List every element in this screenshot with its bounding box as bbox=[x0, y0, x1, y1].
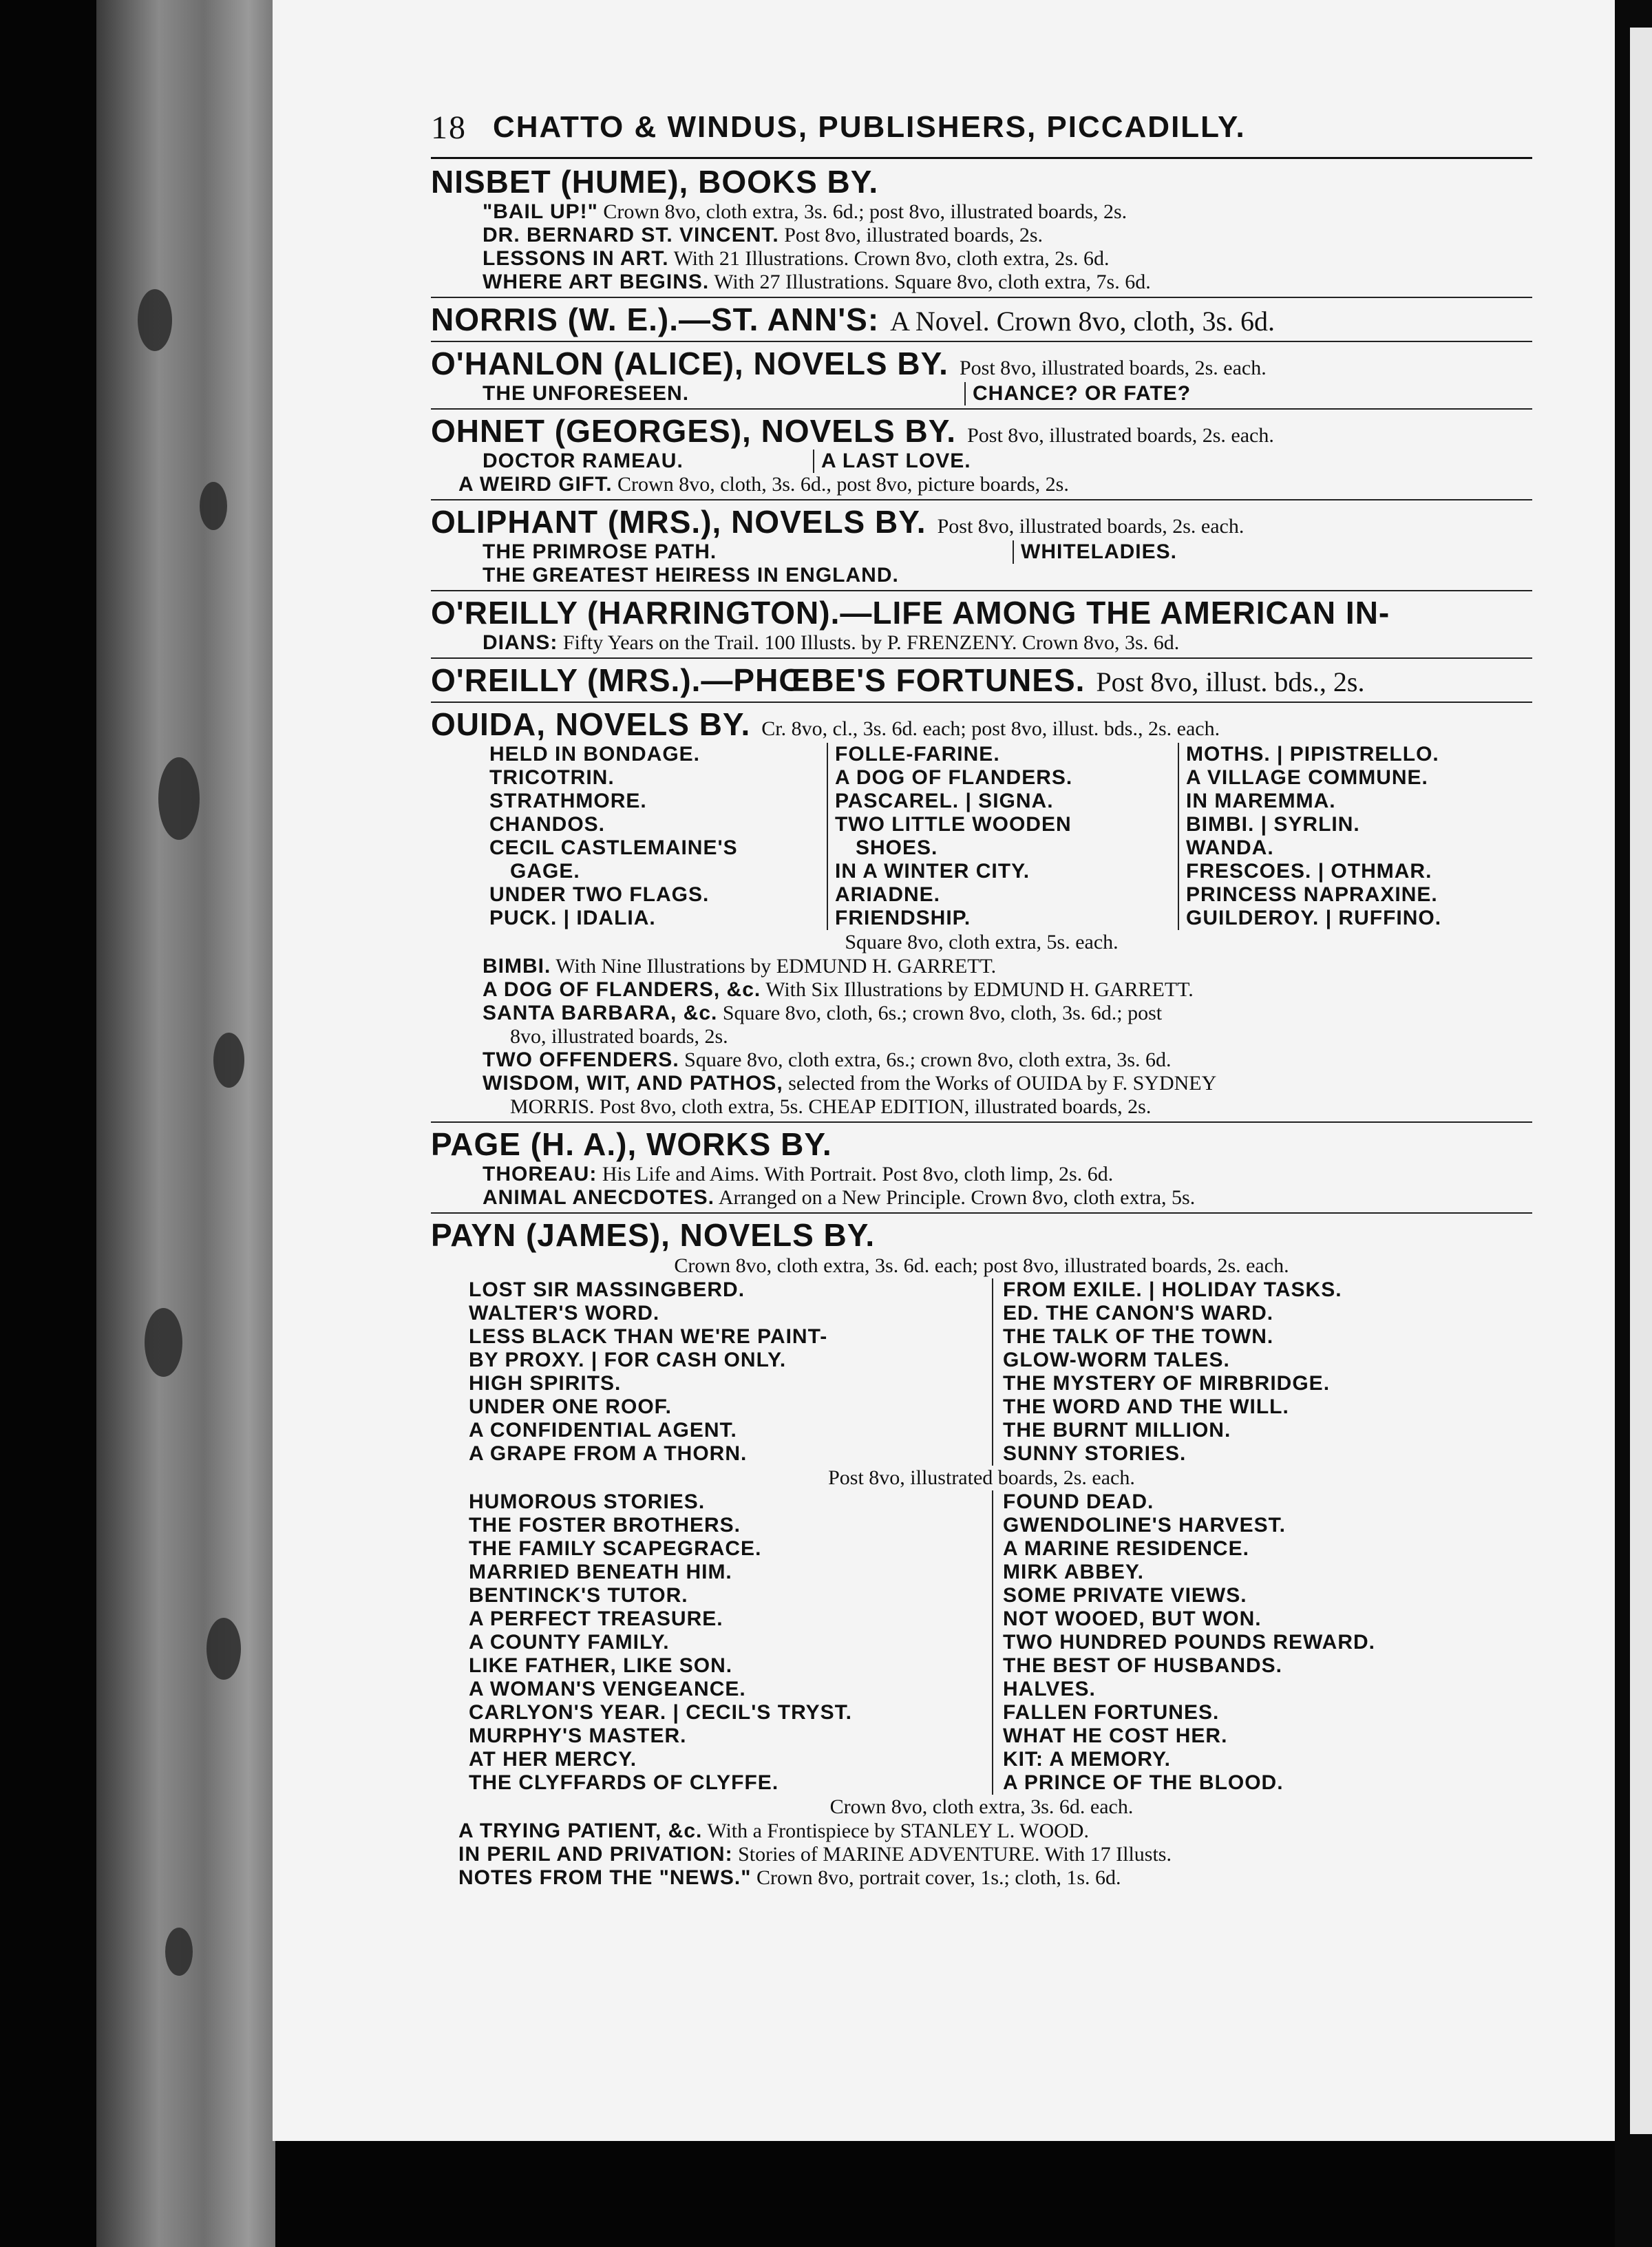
book-title: TWO OFFENDERS. bbox=[483, 1048, 679, 1071]
book-title: THE MYSTERY OF MIRBRIDGE. bbox=[1003, 1372, 1331, 1395]
book-title: FRESCOES. | OTHMAR. bbox=[1186, 860, 1432, 883]
book-title: MARRIED BENEATH HIM. bbox=[469, 1561, 732, 1583]
entry-nisbet bbox=[431, 163, 1532, 294]
book-detail: With 21 Illustrations. Crown 8vo, cloth extra, 2s. 6d. bbox=[673, 247, 1110, 270]
book-title: A PRINCE OF THE BLOOD. bbox=[1003, 1771, 1284, 1794]
book-detail: selected from the Works of OUIDA by F. SYDNEY bbox=[788, 1072, 1217, 1095]
book-title: TWO LITTLE WOODEN bbox=[835, 813, 1072, 836]
book-title: BENTINCK'S TUTOR. bbox=[469, 1584, 688, 1607]
book-title: FOLLE-FARINE. bbox=[835, 743, 1000, 766]
book-title: GAGE. bbox=[510, 860, 580, 883]
book-title: PASCAREL. | SIGNA. bbox=[835, 790, 1054, 812]
column-left bbox=[469, 1278, 992, 1466]
title-columns-a bbox=[469, 1278, 1532, 1466]
book-detail: Crown 8vo, portrait cover, 1s.; cloth, 1s. 6d. bbox=[756, 1866, 1121, 1889]
book-title: THE PRIMROSE PATH. bbox=[483, 540, 717, 563]
book-title: THE CLYFFARDS OF CLYFFE. bbox=[469, 1771, 779, 1794]
book-title: HUMOROUS STORIES. bbox=[469, 1490, 706, 1513]
book-title: CARLYON'S YEAR. | CECIL'S TRYST. bbox=[469, 1701, 852, 1724]
book-detail: Post 8vo, illustrated boards, 2s. each. bbox=[937, 515, 1245, 538]
page-number: 18 bbox=[431, 109, 467, 146]
book-title: THE GREATEST HEIRESS IN ENGLAND. bbox=[483, 564, 899, 587]
book-title: IN MAREMMA. bbox=[1186, 790, 1336, 812]
running-title: CHATTO & WINDUS, PUBLISHERS, PICCADILLY. bbox=[493, 110, 1246, 144]
book-title: THE FOSTER BROTHERS. bbox=[469, 1514, 741, 1537]
book-title: LIKE FATHER, LIKE SON. bbox=[469, 1654, 733, 1677]
book-title: LESS BLACK THAN WE'RE PAINT- bbox=[469, 1325, 828, 1348]
author-heading: NORRIS (W. E.).—ST. ANN'S: bbox=[431, 302, 880, 337]
column-right bbox=[992, 1490, 1536, 1795]
book-title: THE TALK OF THE TOWN. bbox=[1003, 1325, 1274, 1348]
author-heading: NISBET (HUME), BOOKS BY. bbox=[431, 164, 879, 200]
entry-page bbox=[431, 1126, 1532, 1210]
book-title: BY PROXY. | FOR CASH ONLY. bbox=[469, 1349, 787, 1371]
entry-ouida bbox=[431, 706, 1532, 1119]
book-title: HALVES. bbox=[1003, 1678, 1096, 1700]
author-heading: O'REILLY (MRS.).—PHŒBE'S FORTUNES. bbox=[431, 662, 1086, 698]
book-title: A DOG OF FLANDERS, &c. bbox=[483, 978, 761, 1001]
book-detail: Square 8vo, cloth extra, 6s.; crown 8vo, cloth extra, 3s. 6d. bbox=[684, 1048, 1172, 1071]
book-detail: With 27 Illustrations. Square 8vo, cloth extra, 7s. 6d. bbox=[714, 271, 1151, 293]
author-heading: O'REILLY (HARRINGTON).—LIFE AMONG THE AMERICAN IN- bbox=[431, 595, 1390, 631]
book-title: DOCTOR RAMEAU. bbox=[483, 450, 684, 472]
book-detail: With Nine Illustrations by EDMUND H. GARRETT. bbox=[555, 955, 997, 978]
facing-page-edge bbox=[1630, 28, 1652, 2134]
author-heading: PAYN (JAMES), NOVELS BY. bbox=[431, 1217, 876, 1253]
book-title: DIANS: bbox=[483, 631, 558, 654]
book-title: AT HER MERCY. bbox=[469, 1748, 637, 1771]
author-heading: OLIPHANT (MRS.), NOVELS BY. bbox=[431, 504, 926, 540]
book-title: IN A WINTER CITY. bbox=[835, 860, 1030, 883]
author-heading: OHNET (GEORGES), NOVELS BY. bbox=[431, 413, 957, 449]
book-title: SHOES. bbox=[856, 836, 938, 859]
book-title: THE BURNT MILLION. bbox=[1003, 1419, 1231, 1442]
edition-note: Square 8vo, cloth extra, 5s. each. bbox=[845, 931, 1119, 953]
book-title: GLOW-WORM TALES. bbox=[1003, 1349, 1230, 1371]
book-title: SOME PRIVATE VIEWS. bbox=[1003, 1584, 1247, 1607]
book-detail: MORRIS. Post 8vo, cloth extra, 5s. CHEAP EDITION, illustrated boards, 2s. bbox=[510, 1095, 1152, 1118]
book-title: A LAST LOVE. bbox=[813, 450, 1226, 473]
book-title: KIT: A MEMORY. bbox=[1003, 1748, 1171, 1771]
book-title: NOTES FROM THE "NEWS." bbox=[458, 1866, 752, 1889]
entry-oliphant bbox=[431, 503, 1532, 587]
book-detail: With a Frontispiece by STANLEY L. WOOD. bbox=[707, 1819, 1089, 1842]
book-title: UNDER TWO FLAGS. bbox=[489, 883, 710, 906]
book-title: TWO HUNDRED POUNDS REWARD. bbox=[1003, 1631, 1375, 1654]
book-title: MIRK ABBEY. bbox=[1003, 1561, 1144, 1583]
book-detail: Post 8vo, illustrated boards, 2s. each. bbox=[959, 357, 1267, 379]
book-detail: Post 8vo, illust. bds., 2s. bbox=[1096, 666, 1365, 697]
book-title: WHERE ART BEGINS. bbox=[483, 271, 710, 293]
book-title: UNDER ONE ROOF. bbox=[469, 1395, 673, 1418]
catalogue-content bbox=[431, 153, 1532, 1890]
book-title: A VILLAGE COMMUNE. bbox=[1186, 766, 1428, 789]
book-title: WISDOM, WIT, AND PATHOS, bbox=[483, 1072, 783, 1095]
book-title: GWENDOLINE'S HARVEST. bbox=[1003, 1514, 1286, 1537]
entry-ohnet bbox=[431, 412, 1532, 496]
book-title: CECIL CASTLEMAINE'S bbox=[489, 836, 738, 859]
book-title: SANTA BARBARA, &c. bbox=[483, 1002, 718, 1024]
book-title: A TRYING PATIENT, &c. bbox=[458, 1819, 703, 1842]
book-detail: 8vo, illustrated boards, 2s. bbox=[510, 1025, 728, 1048]
entry-oreilly-harrington bbox=[431, 594, 1532, 655]
column-1 bbox=[483, 743, 827, 930]
book-title: THE UNFORESEEN. bbox=[483, 382, 690, 405]
book-title: THE BEST OF HUSBANDS. bbox=[1003, 1654, 1283, 1677]
entry-payn bbox=[431, 1216, 1532, 1890]
book-title: WALTER'S WORD. bbox=[469, 1302, 660, 1325]
book-title: A GRAPE FROM A THORN. bbox=[469, 1442, 748, 1465]
book-title: A COUNTY FAMILY. bbox=[469, 1631, 670, 1654]
book-title: A DOG OF FLANDERS. bbox=[835, 766, 1073, 789]
book-title: A MARINE RESIDENCE. bbox=[1003, 1537, 1249, 1560]
book-title: THE WORD AND THE WILL. bbox=[1003, 1395, 1289, 1418]
book-title: A CONFIDENTIAL AGENT. bbox=[469, 1419, 737, 1442]
entry-ohanlon bbox=[431, 345, 1532, 405]
book-title: HELD IN BONDAGE. bbox=[489, 743, 701, 766]
book-title: CHANDOS. bbox=[489, 813, 606, 836]
book-title: PRINCESS NAPRAXINE. bbox=[1186, 883, 1438, 906]
book-title: ANIMAL ANECDOTES. bbox=[483, 1186, 715, 1209]
book-title: FALLEN FORTUNES. bbox=[1003, 1701, 1220, 1724]
book-detail: Arranged on a New Principle. Crown 8vo, cloth extra, 5s. bbox=[718, 1186, 1196, 1209]
author-heading: PAGE (H. A.), WORKS BY. bbox=[431, 1126, 832, 1162]
book-title: A WEIRD GIFT. bbox=[458, 473, 613, 496]
book-title: WHITELADIES. bbox=[1013, 540, 1426, 564]
book-detail: Stories of MARINE ADVENTURE. With 17 Illusts. bbox=[738, 1843, 1172, 1866]
book-title: A PERFECT TREASURE. bbox=[469, 1607, 723, 1630]
book-detail: With Six Illustrations by EDMUND H. GARRETT. bbox=[765, 978, 1194, 1001]
book-detail: Cr. 8vo, cl., 3s. 6d. each; post 8vo, illust. bds., 2s. each. bbox=[761, 717, 1220, 740]
book-detail: Post 8vo, illustrated boards, 2s. bbox=[784, 224, 1044, 246]
book-title: MURPHY'S MASTER. bbox=[469, 1724, 687, 1747]
book-detail: A Novel. Crown 8vo, cloth, 3s. 6d. bbox=[890, 306, 1275, 337]
column-3 bbox=[1178, 743, 1536, 930]
book-title: ED. THE CANON'S WARD. bbox=[1003, 1302, 1274, 1325]
book-detail: Fifty Years on the Trail. 100 Illusts. by P. FRENZENY. Crown 8vo, 3s. 6d. bbox=[562, 631, 1180, 654]
book-detail: His Life and Aims. With Portrait. Post 8vo, cloth limp, 2s. 6d. bbox=[602, 1163, 1114, 1185]
book-title: WHAT HE COST HER. bbox=[1003, 1724, 1228, 1747]
book-title: FROM EXILE. | HOLIDAY TASKS. bbox=[1003, 1278, 1342, 1301]
book-title: STRATHMORE. bbox=[489, 790, 647, 812]
edition-note: Crown 8vo, cloth extra, 3s. 6d. each. bbox=[829, 1795, 1134, 1818]
column-right bbox=[992, 1278, 1536, 1466]
title-columns-b bbox=[469, 1490, 1532, 1795]
edition-note: Crown 8vo, cloth extra, 3s. 6d. each; post 8vo, illustrated boards, 2s. each. bbox=[674, 1254, 1289, 1277]
title-columns bbox=[483, 743, 1532, 930]
book-detail: Square 8vo, cloth, 6s.; crown 8vo, cloth, 3s. 6d.; post bbox=[722, 1002, 1163, 1024]
book-title: SUNNY STORIES. bbox=[1003, 1442, 1187, 1465]
book-title: GUILDEROY. | RUFFINO. bbox=[1186, 907, 1442, 929]
book-detail: Crown 8vo, cloth extra, 3s. 6d.; post 8vo, illustrated boards, 2s. bbox=[603, 200, 1127, 223]
book-title: MOTHS. | PIPISTRELLO. bbox=[1186, 743, 1439, 766]
book-title: WANDA. bbox=[1186, 836, 1274, 859]
book-title: LOST SIR MASSINGBERD. bbox=[469, 1278, 745, 1301]
book-spine bbox=[96, 0, 275, 2247]
book-title: FRIENDSHIP. bbox=[835, 907, 971, 929]
book-title: FOUND DEAD. bbox=[1003, 1490, 1154, 1513]
author-heading: O'HANLON (ALICE), NOVELS BY. bbox=[431, 346, 949, 381]
book-title: BIMBI. | SYRLIN. bbox=[1186, 813, 1360, 836]
column-2 bbox=[827, 743, 1178, 930]
book-title: BIMBI. bbox=[483, 955, 551, 978]
author-heading: OUIDA, NOVELS BY. bbox=[431, 706, 751, 742]
book-title: IN PERIL AND PRIVATION: bbox=[458, 1843, 733, 1866]
book-title: TRICOTRIN. bbox=[489, 766, 615, 789]
book-title: DR. BERNARD ST. VINCENT. bbox=[483, 224, 779, 246]
book-title: CHANCE? OR FATE? bbox=[964, 382, 1377, 405]
entry-norris bbox=[431, 301, 1532, 338]
book-title: LESSONS IN ART. bbox=[483, 247, 669, 270]
book-detail: Post 8vo, illustrated boards, 2s. each. bbox=[967, 424, 1274, 447]
edition-note: Post 8vo, illustrated boards, 2s. each. bbox=[828, 1466, 1135, 1489]
book-title: ARIADNE. bbox=[835, 883, 941, 906]
book-title: A WOMAN'S VENGEANCE. bbox=[469, 1678, 746, 1700]
book-title: THOREAU: bbox=[483, 1163, 597, 1185]
book-title: NOT WOOED, BUT WON. bbox=[1003, 1607, 1262, 1630]
book-title: HIGH SPIRITS. bbox=[469, 1372, 622, 1395]
column-left bbox=[469, 1490, 992, 1795]
book-title: PUCK. | IDALIA. bbox=[489, 907, 656, 929]
page-header bbox=[431, 103, 1505, 151]
book-detail: Crown 8vo, cloth, 3s. 6d., post 8vo, picture boards, 2s. bbox=[617, 473, 1069, 496]
book-title: "BAIL UP!" bbox=[483, 200, 598, 223]
entry-oreilly-mrs bbox=[431, 662, 1532, 699]
book-title: THE FAMILY SCAPEGRACE. bbox=[469, 1537, 762, 1560]
